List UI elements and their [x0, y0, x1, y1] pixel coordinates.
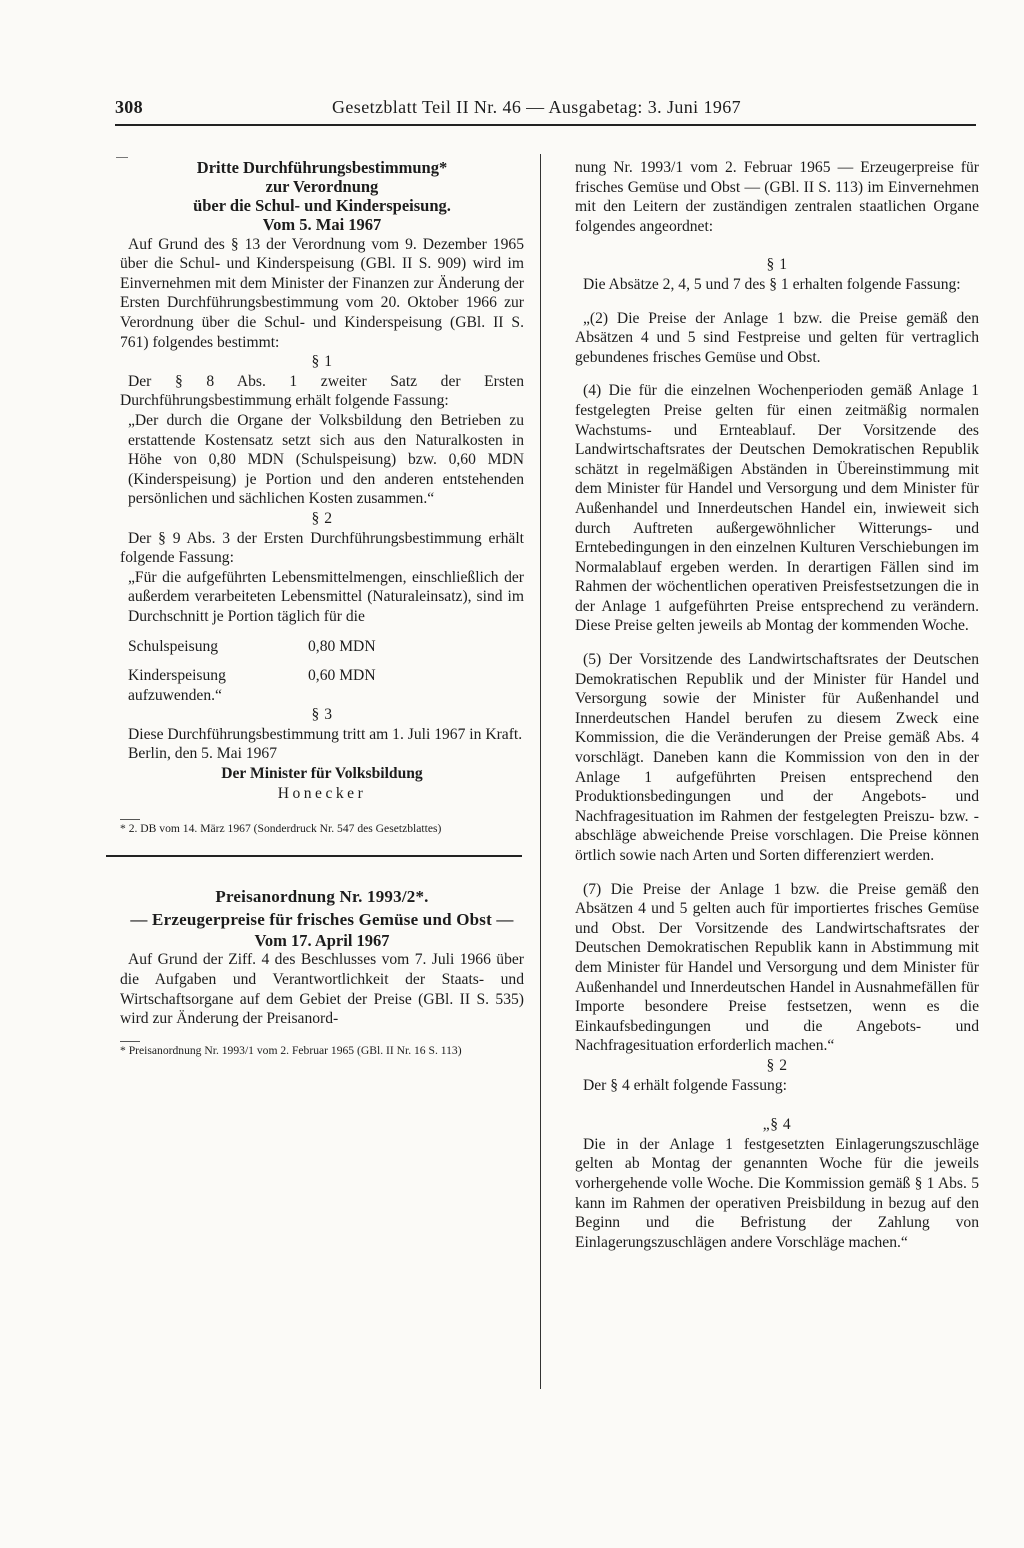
price-value: 0,60 MDN — [308, 667, 376, 685]
footnote-rule — [120, 1041, 140, 1042]
title-line: Dritte Durchführungsbestimmung* — [196, 158, 448, 177]
ordinance-title — [120, 885, 524, 931]
ordinance-date: Vom 17. April 1967 — [254, 930, 390, 950]
title-line: — Erzeugerpreise für frisches Gemüse und Obst — — [130, 909, 514, 929]
section-heading: § 3 — [311, 706, 333, 724]
price-value: 0,80 MDN — [308, 638, 376, 656]
quoted-paragraph: „(2) Die Preise der Anlage 1 bzw. die Preise gemäß den Absätzen 4 und 5 sind Festpreise und gelten für vertraglich gebundenes frisches Gemüse und Obst. — [575, 309, 979, 366]
footnote — [120, 1039, 524, 1059]
section-heading: § 2 — [766, 1056, 788, 1074]
quoted-text-tail: aufzuwenden.“ — [128, 686, 222, 704]
quoted-text: „Für die aufgeführten Lebensmittelmengen, einschließlich der außerdem verarbeiteten Lebensmittel (Naturaleinsatz), sind im Durchschnitt je Portion täglich für die — [128, 568, 524, 625]
signature-name: Honecker — [277, 784, 367, 802]
price-row — [120, 666, 524, 686]
regulation-date: Vom 5. Mai 1967 — [262, 215, 382, 234]
place-date: Berlin, den 5. Mai 1967 — [128, 745, 277, 763]
quoted-paragraph: (7) Die Preise der Anlage 1 bzw. die Preise gemäß den Absätzen 4 und 5 gelten auch für importiertes frisches Gemüse und Obst. Der Vorsitzende des Landwirtschaftsrates der Deutschen Demokratischen Republik kann in Abstimmung mit dem Minister für Handel und Versorgung und dem Minister für Außenhandel und Innerdeutschen Handel in Ausnahmefällen für Importe besondere Preise festsetzen, wenn es die Einkaufsbedingungen und die Angebots- und Nachfragesituation erforderlich machen.“ — [575, 880, 979, 1055]
footnote-text: * 2. DB vom 14. März 1967 (Sonderdruck Nr. 547 des Gesetzblattes) — [120, 822, 442, 836]
preamble: Auf Grund des § 13 der Verordnung vom 9. Dezember 1965 über die Schul- und Kinderspeisung (GBl. II S. 909) wird im Einvernehmen mit dem Minister der Finanzen zur Änderung der Ersten Durchführungsbestimmung vom 20. Oktober 1966 zur Verordnung über die Schul- und Kinderspeisung (GBl. II S. 761) folgendes bestimmt: — [120, 235, 524, 351]
column-divider — [540, 154, 541, 1389]
left-column — [120, 158, 524, 1058]
regulation-title — [120, 158, 524, 215]
running-header: Gesetzblatt Teil II Nr. 46 — Ausgabetag: 3. Juni 1967 — [332, 97, 742, 117]
title-line: Preisanordnung Nr. 1993/2*. — [215, 886, 429, 906]
quoted-paragraph: Die in der Anlage 1 festgesetzten Einlagerungszuschläge gelten ab Montag der genannten Woche für die jeweils vorhergehende volle Woche. Die Kommission gemäß § 1 Abs. 5 kann im Rahmen der operativen Preisbildung in bezug auf den Beginn und die Befristung der Zahlung von Einlagerungszuschlägen andere Vorschläge machen.“ — [575, 1135, 979, 1251]
quoted-paragraph: (5) Der Vorsitzende des Landwirtschaftsrates der Deutschen Demokratischen Republik und der Minister für Handel und Versorgung sowie der Minister für Außenhandel und Innerdeutschen Handel berufen zu diesem Zweck eine Kommission, die die Veränderungen der Preise gemäß Abs. 4 vorschlägt. Daneben kann die Kommission von den in der Anlage 1 aufgeführten Preisen entsprechend den Produktionsbedingungen und der Angebots- und Nachfragesituation im Rahmen der festgelegten Preiszu- bzw. -abschläge abweichende Preise vorschlagen. Die Preise können örtlich sowie nach Arten und Sorten differenziert werden. — [575, 651, 979, 864]
preamble: Auf Grund der Ziff. 4 des Beschlusses vom 7. Juli 1966 über die Aufgaben und Verantwortlichkeit der Staats- und Wirtschaftsorgane auf dem Gebiet der Preise (GBl. II S. 535) wird zur Änderung der Preisanord- — [120, 951, 524, 1028]
title-line: über die Schul- und Kinderspeisung. — [193, 196, 451, 215]
section-text: Die Absätze 2, 4, 5 und 7 des § 1 erhalten folgende Fassung: — [583, 275, 961, 293]
price-label: Kinderspeisung — [128, 667, 226, 685]
price-label: Schulspeisung — [128, 638, 219, 656]
quoted-paragraph: (4) Die für die einzelnen Wochenperioden gemäß Anlage 1 festgelegten Preise gelten für einen zeitmäßig normalen Wachstums- und Ernteablauf. Der Vorsitzende des Landwirtschaftsrates der Deutschen Demokratischen Republik schätzt in regelmäßigen Abständen in Übereinstimmung mit dem Minister für Handel und Versorgung und dem Minister für Außenhandel und Innerdeutschen Handel ein, inwieweit sich durch Auftreten außergewöhnlicher Witterungs- und Erntebedingungen in den einzelnen Kulturen Verschiebungen im Normalablauf ergeben werden. In derartigen Fällen sind im Rahmen der wöchentlichen operativen Preisfestsetzungen die in der Anlage 1 aufgeführten Preise entsprechend zu verändern. Diese Preise gelten jeweils ab Montag der kommenden Woche. — [575, 382, 979, 635]
page-number: 308 — [115, 97, 143, 117]
section-text: Diese Durchführungsbestimmung tritt am 1. Juli 1967 in Kraft. — [128, 725, 523, 743]
section-heading: § 2 — [311, 509, 333, 527]
section-text: Der § 8 Abs. 1 zweiter Satz der Ersten Durchführungsbestimmung erhält folgende Fassung: — [120, 372, 524, 410]
signatory: Der Minister für Volksbildung — [221, 765, 423, 783]
quoted-section-heading: „§ 4 — [762, 1116, 792, 1134]
header-rule — [115, 124, 976, 126]
price-row — [120, 637, 524, 657]
right-column — [575, 158, 979, 1252]
section-text: Der § 4 erhält folgende Fassung: — [583, 1076, 787, 1094]
section-separator — [106, 855, 522, 857]
continued-text: nung Nr. 1993/1 vom 2. Februar 1965 — Erzeugerpreise für frisches Gemüse und Obst — (GBl. II S. 113) im Einvernehmen mit den Leitern der zuständigen zentralen staatlichen Organe folgendes angeordnet: — [575, 159, 979, 235]
title-line: zur Verordnung — [265, 177, 379, 196]
section-heading: § 1 — [766, 256, 788, 274]
quoted-text: „Der durch die Organe der Volksbildung den Betrieben zu erstattende Kostensatz setzt sich aus den Naturalkosten in Höhe von 0,80 MDN (Schulspeisung) bzw. 0,60 MDN (Kinderspeisung) je Portion und den anderen entstehenden persönlichen und sächlichen Kosten zusammen.“ — [128, 411, 524, 508]
section-heading: § 1 — [311, 353, 333, 371]
footnote — [120, 817, 524, 837]
footnote-rule — [120, 819, 140, 820]
section-text: Der § 9 Abs. 3 der Ersten Durchführungsbestimmung erhält folgende Fassung: — [120, 529, 524, 567]
footnote-text: * Preisanordnung Nr. 1993/1 vom 2. Februar 1965 (GBl. II Nr. 16 S. 113) — [120, 1043, 462, 1057]
